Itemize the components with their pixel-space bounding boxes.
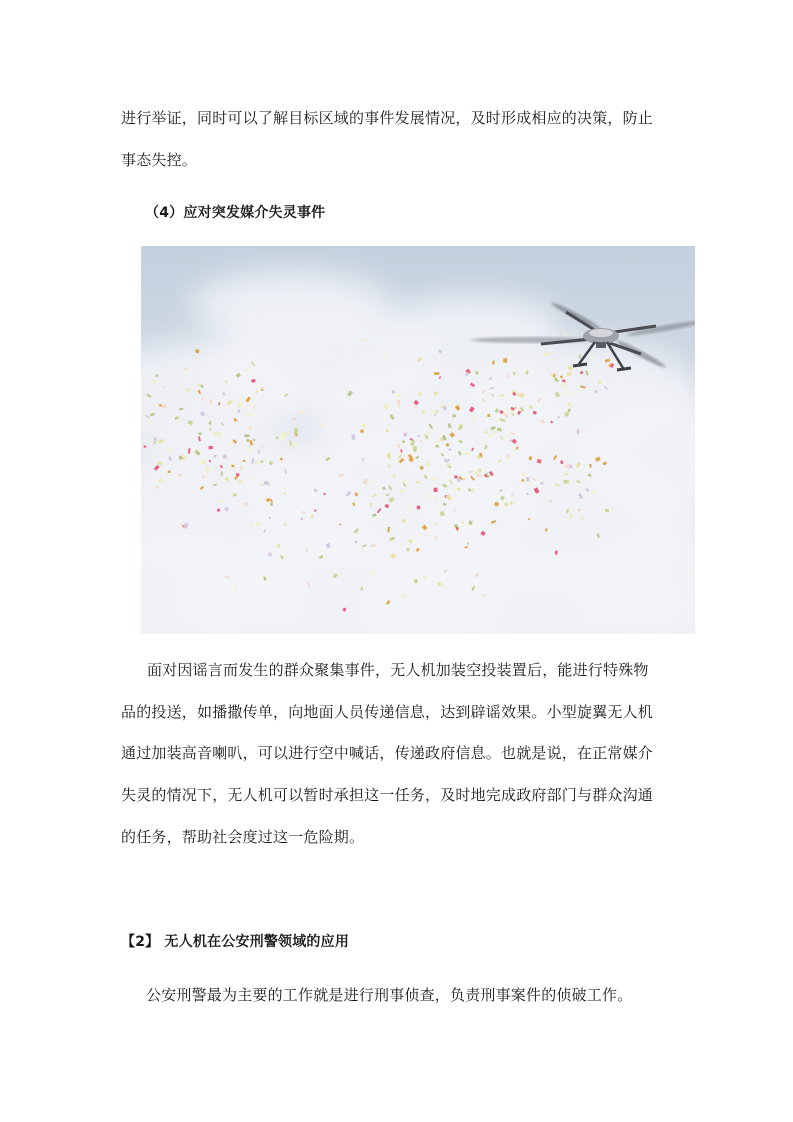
leaflet (434, 488, 438, 492)
leaflet (264, 481, 268, 485)
leaflet (503, 358, 507, 363)
leaflet (236, 473, 240, 476)
leaflet (435, 441, 439, 444)
leaflet (605, 509, 609, 513)
leaflet (248, 427, 252, 430)
leaflet (374, 571, 376, 575)
leaflet (498, 395, 501, 397)
leaflet (217, 432, 221, 436)
leaflet (294, 428, 298, 433)
leaflet (328, 499, 331, 502)
leaflet (168, 471, 171, 473)
leaflet (202, 397, 204, 401)
leaflet (361, 587, 363, 591)
leaflet (564, 480, 569, 484)
paragraph-line: 事态失控。 (121, 151, 198, 169)
paragraph-line: 公安刑警最为主要的工作就是进行刑事侦查，负责刑事案件的侦破工作。 (146, 986, 633, 1004)
paragraph-line: 品的投送，如播撒传单，向地面人员传递信息，达到辟谣效果。小型旋翼无人机 (121, 703, 654, 721)
leaflet (404, 433, 407, 437)
leaflet (198, 432, 201, 435)
leaflet (464, 546, 467, 548)
leaflet (452, 414, 456, 417)
leaflet (360, 429, 364, 433)
leaflet (239, 397, 241, 401)
paragraph-line: 面对因谣言而发生的群众聚集事件，无人机加装空投装置后，能进行特殊物 (147, 661, 649, 679)
leaflet (388, 465, 391, 467)
leaflet (209, 460, 211, 462)
leaflet (565, 390, 570, 395)
leaflet (407, 548, 410, 551)
leaflet (204, 471, 208, 473)
leaflet (402, 519, 406, 523)
leaflet (158, 439, 163, 443)
leaflet (400, 449, 402, 452)
leaflet (526, 493, 528, 495)
section-heading: 【2】 无人机在公安刑警领域的应用 (121, 934, 350, 950)
leaflet (454, 475, 457, 478)
leaflet (261, 444, 263, 448)
leaflet (589, 464, 591, 468)
leaflet (567, 372, 571, 375)
leaflet (495, 502, 499, 507)
leaflet (260, 460, 263, 463)
leaflet (209, 428, 211, 431)
leaflet (408, 506, 411, 509)
leaflet (579, 355, 581, 359)
leaflet (540, 482, 543, 485)
leaflet (551, 359, 554, 362)
leaflet (555, 366, 557, 370)
leaflet (238, 409, 241, 413)
leaflet (555, 550, 558, 554)
leaflet (426, 493, 431, 497)
leaflet (300, 518, 303, 521)
leaflet (398, 405, 401, 408)
paragraph-line: 失灵的情况下，无人机可以暂时承担这一任务，及时地完成政府部门与群众沟通 (121, 786, 654, 804)
leaflet (443, 406, 446, 411)
leaflet (493, 431, 496, 433)
paragraph-line: 进行举证，同时可以了解目标区域的事件发展情况，及时形成相应的决策，防止 (121, 109, 654, 127)
leaflet (179, 456, 182, 460)
paragraph-line: 的任务，帮助社会度过这一危险期。 (121, 828, 365, 846)
leaflet (163, 386, 165, 389)
leaflet (435, 445, 439, 448)
leaflet (255, 461, 259, 464)
leaflet (414, 579, 418, 583)
leaflet (217, 509, 220, 512)
leaflet (155, 374, 158, 377)
leaflet (551, 373, 554, 375)
leaflet (144, 445, 147, 447)
leaflet (301, 410, 304, 413)
leaflet (208, 446, 213, 450)
leaflet (533, 411, 537, 415)
leaflet (168, 448, 172, 452)
leaflet (549, 499, 552, 503)
leaflet (343, 608, 346, 612)
leaflet (221, 472, 223, 476)
paragraph-line: 通过加装高音喇叭，可以进行空中喊话，传递政府信息。也就是说，在正常媒介 (121, 744, 654, 762)
leaflet (487, 414, 490, 417)
leaflet (351, 435, 355, 440)
leaflet (457, 488, 460, 491)
leaflet (397, 394, 401, 398)
drone-leaflet-photo (141, 246, 695, 634)
leaflet (184, 368, 187, 370)
leaflet (416, 505, 420, 509)
subheading: （4）应对突发媒介失灵事件 (145, 205, 326, 221)
leaflet (494, 427, 497, 429)
leaflet (244, 435, 249, 438)
leaflet (526, 477, 530, 481)
leaflet (162, 405, 167, 409)
leaflet (434, 372, 440, 375)
